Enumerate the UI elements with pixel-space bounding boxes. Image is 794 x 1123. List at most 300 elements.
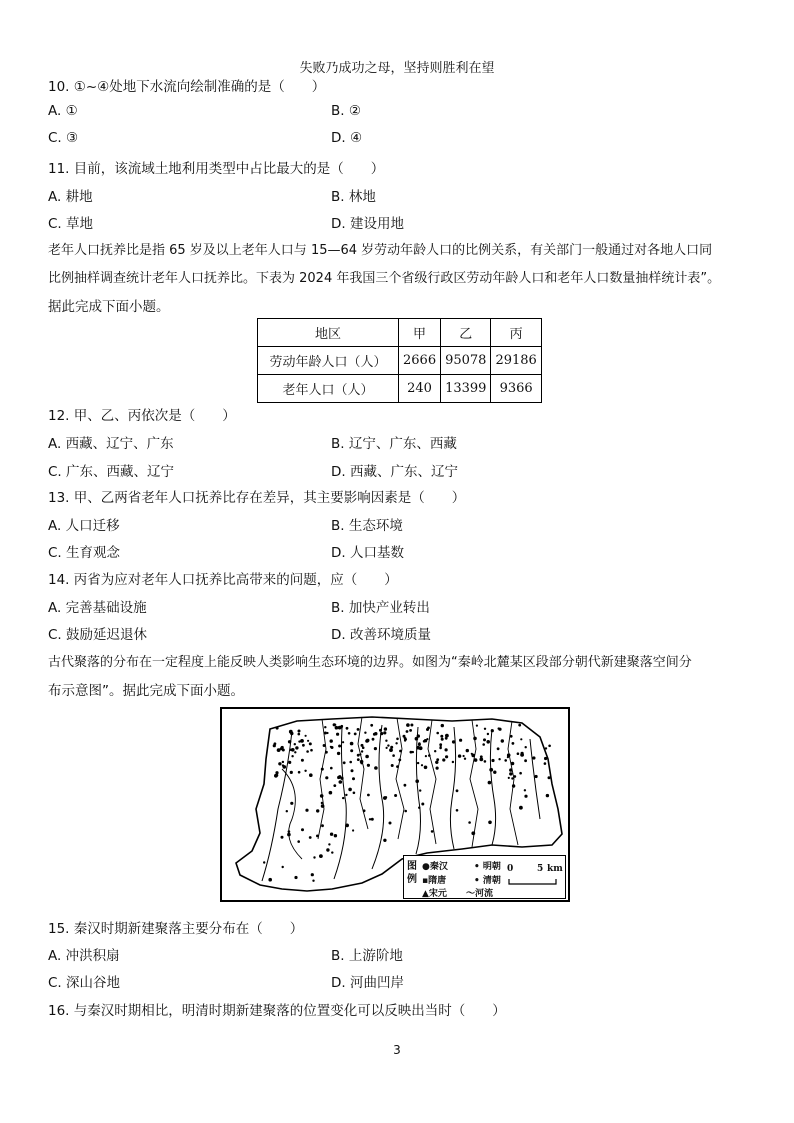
intro-paragraph-1-line-1: 老年人口抚养比是指 65 岁及以上老年人口与 15—64 岁劳动年龄人口的比例关系，有关部门一般通过对各地人口同 — [48, 243, 713, 258]
settlement-dot — [473, 737, 477, 741]
settlement-dot — [520, 738, 522, 740]
question-14-option-c: C. 鼓励延迟退休 — [48, 627, 148, 643]
settlement-dot — [512, 784, 515, 787]
settlement-dot — [324, 726, 326, 728]
settlement-dot — [510, 735, 513, 738]
settlement-dot — [339, 780, 343, 784]
settlement-dot — [333, 784, 336, 787]
settlement-dot — [348, 732, 351, 735]
settlement-dot — [524, 795, 527, 798]
settlement-dot — [325, 751, 328, 754]
settlement-dot — [436, 758, 439, 761]
settlement-dot — [428, 754, 431, 757]
settlement-dot — [345, 824, 349, 828]
settlement-dot — [325, 776, 328, 779]
settlement-dot — [385, 740, 387, 742]
settlement-dot — [373, 733, 376, 736]
settlement-dot — [334, 724, 336, 726]
settlement-dot — [374, 747, 377, 750]
settlement-dot — [281, 746, 284, 749]
settlement-dot — [524, 789, 526, 791]
settlement-dot — [427, 727, 430, 730]
settlement-dot — [508, 777, 510, 779]
question-11-option-b: B. 林地 — [331, 189, 376, 205]
settlement-dot — [290, 771, 293, 774]
table-cell: 9366 — [491, 375, 541, 403]
settlement-dot — [321, 804, 325, 808]
settlement-dot — [352, 777, 355, 780]
settlement-dot — [290, 732, 293, 735]
settlement-dot — [548, 776, 551, 779]
page-number: 3 — [393, 1043, 401, 1057]
settlement-dot — [354, 733, 357, 736]
settlement-dot — [336, 733, 339, 736]
question-14-stem: 14. 丙省为应对老年人口抚养比高带来的问题，应（ ） — [48, 572, 398, 588]
settlement-dot — [418, 743, 421, 746]
settlement-dot — [275, 771, 278, 774]
settlement-dot — [383, 839, 386, 842]
table-header-cell: 丙 — [491, 319, 541, 347]
table-cell: 2666 — [399, 347, 441, 375]
legend-songyuan — [422, 886, 447, 899]
settlement-dot — [380, 732, 383, 735]
legend-river-label: 河流 — [475, 889, 494, 899]
settlement-dot — [320, 794, 324, 798]
settlement-dot — [342, 741, 344, 743]
page-header: 失败乃成功之母，坚持则胜利在望 — [299, 61, 495, 76]
settlement-dot — [440, 746, 442, 748]
question-15-stem: 15. 秦汉时期新建聚落主要分布在（ ） — [48, 921, 304, 937]
settlement-dot — [395, 742, 397, 744]
settlement-dot — [298, 771, 301, 774]
settlement-dot — [294, 751, 296, 753]
question-15-option-c: C. 深山谷地 — [48, 975, 121, 991]
settlement-dot — [369, 818, 371, 820]
settlement-dot — [301, 828, 304, 831]
settlement-dot — [361, 750, 363, 752]
settlement-dot — [324, 732, 327, 735]
settlement-dot — [367, 794, 370, 797]
settlement-dot — [464, 758, 466, 760]
settlement-dot — [519, 772, 522, 775]
settlement-dot — [396, 738, 399, 741]
settlement-dot — [374, 766, 378, 770]
map-legend — [403, 855, 566, 899]
settlement-dot — [491, 729, 494, 732]
settlement-dot — [329, 791, 333, 795]
settlement-dot — [511, 777, 513, 779]
settlement-dot — [468, 821, 471, 824]
settlement-dot — [406, 730, 409, 733]
settlement-dot — [326, 848, 329, 851]
settlement-dot — [309, 773, 313, 777]
settlement-dot — [276, 774, 279, 777]
settlement-dot — [442, 758, 445, 761]
settlement-dot — [392, 754, 395, 757]
settlement-dot — [283, 765, 287, 769]
question-10-option-b: B. ② — [331, 103, 361, 119]
settlement-dot — [479, 758, 483, 762]
small-dot-icon: • — [474, 862, 480, 872]
settlement-dot — [298, 730, 301, 733]
settlement-dot — [524, 759, 527, 762]
settlement-dot — [511, 762, 515, 766]
question-14-option-d: D. 改善环境质量 — [331, 627, 431, 643]
settlement-dot — [489, 768, 493, 772]
scale-five: 5 — [537, 864, 544, 874]
settlement-dot — [474, 758, 478, 762]
settlement-dot — [306, 750, 309, 753]
settlement-dot — [363, 809, 366, 812]
settlement-dot — [305, 809, 308, 812]
settlement-dot — [405, 738, 407, 740]
settlement-dot — [501, 739, 504, 742]
settlement-dot — [300, 739, 304, 743]
settlement-dot — [532, 756, 535, 759]
question-12-option-b: B. 辽宁、广东、西藏 — [331, 436, 457, 452]
settlement-dot — [517, 752, 520, 755]
settlement-dot — [403, 735, 406, 738]
settlement-dot — [456, 789, 459, 792]
table-cell: 95078 — [441, 347, 491, 375]
table-header-cell: 甲 — [399, 319, 441, 347]
settlement-dot — [282, 761, 284, 763]
settlement-dot — [488, 821, 492, 825]
settlement-dot — [440, 735, 443, 738]
settlement-dot — [291, 755, 293, 757]
settlement-dot — [459, 739, 462, 742]
settlement-dot — [273, 744, 276, 747]
settlement-dot — [426, 738, 428, 740]
settlement-dot — [361, 744, 364, 747]
settlement-dot — [268, 878, 272, 882]
settlement-dot — [323, 744, 326, 747]
settlement-dot — [357, 728, 360, 731]
settlement-dot — [493, 771, 496, 774]
settlement-dot — [359, 753, 361, 755]
settlement-dot — [431, 830, 434, 833]
settlement-dot — [417, 762, 419, 764]
settlement-dot — [391, 764, 394, 767]
intro-paragraph-1-line-2: 比例抽样调查统计老年人口抚养比。下表为 2024 年我国三个省级行政区劳动年龄人口和老年人口数量抽样统计表”。 — [48, 271, 721, 286]
settlement-dot — [287, 833, 291, 837]
settlement-dot — [399, 750, 402, 753]
river-line-icon: 〜 — [466, 889, 476, 899]
table-cell: 29186 — [491, 347, 541, 375]
question-10-option-d: D. ④ — [331, 130, 363, 146]
settlement-dot — [367, 764, 370, 767]
settlement-dot — [349, 761, 352, 764]
settlement-dot — [409, 729, 412, 732]
settlement-dot — [294, 743, 296, 745]
intro-paragraph-2-line-2: 布示意图”。据此完成下面小题。 — [48, 683, 244, 699]
settlement-dot — [313, 856, 315, 858]
settlement-dot — [383, 731, 386, 734]
scale-bar — [508, 878, 558, 886]
settlement-dot — [441, 724, 444, 727]
settlement-dot — [535, 775, 538, 778]
settlement-dot — [310, 749, 313, 752]
settlement-dot — [544, 762, 547, 765]
settlement-dot — [504, 759, 507, 762]
question-12-option-d: D. 西藏、广东、辽宁 — [331, 464, 458, 480]
settlement-dot — [484, 760, 487, 763]
settlement-dot — [513, 775, 516, 778]
table-row — [258, 347, 542, 375]
settlement-dot — [351, 769, 354, 772]
settlement-dot — [309, 836, 312, 839]
settlement-dot — [290, 802, 293, 805]
settlement-dot — [370, 724, 373, 727]
question-15-option-b: B. 上游阶地 — [331, 948, 403, 964]
settlement-dot — [316, 835, 319, 838]
settlement-dot — [366, 739, 370, 743]
settlement-dot — [321, 768, 324, 771]
settlement-dot — [441, 738, 444, 741]
settlement-dot — [372, 738, 375, 741]
settlement-dot — [487, 733, 489, 735]
settlement-dot — [288, 740, 291, 743]
question-10-stem: 10. ①~④处地下水流向绘制准确的是（ ） — [48, 79, 326, 95]
settlement-dot — [486, 740, 490, 744]
settlement-dot — [337, 752, 340, 755]
settlement-dot — [290, 749, 293, 752]
settlement-dot — [525, 746, 527, 748]
question-13-option-b: B. 生态环境 — [331, 518, 403, 534]
settlement-dot — [288, 761, 291, 764]
settlement-dot — [346, 727, 349, 730]
settlement-dot — [278, 762, 281, 765]
settlement-dot — [545, 747, 547, 749]
settlement-dot — [396, 765, 399, 768]
dot-icon: ● — [422, 862, 430, 872]
question-11-option-a: A. 耕地 — [48, 189, 93, 205]
settlement-dot — [452, 740, 455, 743]
settlement-dot — [384, 727, 387, 730]
settlement-dot — [295, 746, 298, 749]
settlement-dot — [424, 766, 428, 770]
table-header-cell: 乙 — [441, 319, 491, 347]
settlement-dot — [498, 727, 500, 729]
settlement-dot — [282, 866, 284, 868]
settlement-dot — [389, 748, 393, 752]
question-13-option-c: C. 生育观念 — [48, 545, 121, 561]
settlement-dot — [294, 876, 297, 879]
settlement-dot — [497, 747, 500, 750]
settlement-dot — [321, 824, 324, 827]
legend-mingchao — [474, 859, 501, 872]
settlement-dot — [544, 757, 547, 760]
settlement-dot — [458, 754, 461, 757]
intro-paragraph-2-line-1: 古代聚落的分布在一定程度上能反映人类影响生态环境的边界。如图为“秦岭北麓某区段部分朝代新建聚落空间分 — [48, 655, 692, 670]
settlement-dot — [389, 822, 392, 825]
settlement-dot — [276, 727, 279, 730]
question-15-option-a: A. 冲洪积扇 — [48, 948, 120, 964]
settlement-dot — [421, 803, 424, 806]
settlement-dot — [425, 755, 427, 757]
table-cell: 13399 — [441, 375, 491, 403]
settlement-dot — [281, 836, 284, 839]
settlement-dot — [421, 764, 423, 766]
question-13-option-d: D. 人口基数 — [331, 545, 404, 561]
settlement-dot — [410, 724, 413, 727]
settlement-dot — [452, 761, 454, 763]
legend-qinhan — [422, 859, 448, 872]
settlement-dot — [434, 750, 436, 752]
settlement-dot — [365, 755, 369, 759]
settlement-dot — [311, 873, 314, 876]
settlement-dot — [445, 755, 448, 758]
settlement-dot — [415, 779, 419, 783]
settlement-dot — [484, 728, 486, 730]
settlement-dot — [302, 744, 305, 747]
settlement-dot — [288, 830, 291, 833]
settlement-dot — [436, 732, 439, 735]
settlement-dot — [301, 759, 304, 762]
settlement-dot — [398, 759, 401, 762]
legend-river — [466, 886, 493, 899]
settlement-dot — [331, 851, 333, 853]
table-header-row — [258, 319, 542, 347]
table-header-cell: 地区 — [258, 319, 399, 347]
table-cell: 劳动年龄人口（人） — [258, 347, 399, 375]
table-cell: 老年人口（人） — [258, 375, 399, 403]
legend-songyuan-label: 宋元 — [428, 889, 447, 899]
settlement-dot — [471, 831, 475, 835]
settlement-dot — [330, 739, 333, 742]
table-row — [258, 375, 542, 403]
settlement-dot — [297, 840, 300, 843]
settlement-dot — [312, 880, 314, 882]
settlement-dot — [404, 784, 407, 787]
settlement-dot — [410, 751, 413, 754]
settlement-dot — [263, 861, 265, 863]
question-10-option-c: C. ③ — [48, 130, 79, 146]
population-table — [257, 318, 542, 403]
settlement-dot — [394, 794, 397, 797]
bullet-icon: ▪ — [422, 876, 429, 886]
legend-suitang — [422, 873, 446, 886]
settlement-dot — [350, 742, 354, 746]
settlement-dot — [548, 745, 551, 748]
legend-title: 图例 — [407, 861, 417, 885]
question-14-option-b: B. 加快产业转出 — [331, 600, 430, 616]
settlement-dot — [476, 725, 478, 727]
small-dot-icon: • — [474, 876, 480, 886]
settlement-dot — [343, 761, 346, 764]
settlement-dot — [466, 749, 469, 752]
settlement-dot — [352, 829, 354, 831]
sub-basin-boundaries — [282, 717, 518, 859]
question-12-stem: 12. 甲、乙、丙依次是（ ） — [48, 408, 236, 424]
question-15-option-d: D. 河曲凹岸 — [331, 975, 404, 991]
triangle-icon: ▲ — [422, 889, 429, 899]
settlement-dot — [488, 781, 492, 785]
intro-paragraph-1-line-3: 据此完成下面小题。 — [48, 299, 170, 315]
question-11-option-c: C. 草地 — [48, 216, 94, 232]
settlement-dot — [328, 843, 330, 845]
settlement-dot — [445, 734, 449, 738]
settlement-dot — [436, 767, 439, 770]
legend-qinhan-label: 秦汉 — [429, 862, 448, 872]
settlement-dot — [509, 768, 512, 771]
settlement-dot — [416, 746, 420, 750]
settlement-dot — [305, 735, 307, 737]
settlement-dot — [371, 818, 374, 821]
question-16-stem: 16. 与秦汉时期相比，明清时期新建聚落的位置变化可以反映出当时（ ） — [48, 1003, 506, 1019]
settlement-dot — [316, 809, 319, 812]
settlement-dot — [345, 794, 347, 796]
settlement-map — [220, 707, 570, 902]
settlement-dot — [309, 742, 312, 745]
settlement-dot — [330, 833, 333, 836]
settlement-dot — [298, 733, 301, 736]
settlement-dot — [364, 732, 366, 734]
settlement-dot — [286, 810, 288, 812]
settlement-dot — [404, 810, 407, 813]
legend-mingchao-label: 明朝 — [482, 862, 501, 872]
settlement-dot — [546, 794, 549, 797]
question-14-option-a: A. 完善基础设施 — [48, 600, 147, 616]
settlement-dot — [338, 745, 341, 748]
settlement-dot — [519, 806, 523, 810]
settlement-dot — [385, 796, 387, 798]
settlement-dot — [321, 802, 323, 804]
settlement-dot — [512, 742, 515, 745]
settlement-dot — [471, 753, 473, 755]
settlement-dot — [357, 754, 360, 757]
scale-unit: km — [547, 864, 563, 874]
question-10-option-a: A. ① — [48, 103, 78, 119]
settlement-dot — [507, 756, 509, 758]
settlement-dot — [445, 748, 448, 751]
settlement-dot — [435, 761, 438, 764]
settlement-dot — [379, 729, 382, 732]
settlement-dot — [439, 743, 442, 746]
settlement-dot — [334, 834, 337, 837]
settlement-dot — [418, 807, 420, 809]
settlement-dot — [509, 772, 512, 775]
scale-zero: 0 — [507, 864, 514, 874]
question-12-option-c: C. 广东、西藏、辽宁 — [48, 464, 175, 480]
settlement-dot — [348, 788, 352, 792]
settlement-dot — [498, 758, 500, 760]
settlement-dot — [350, 749, 353, 752]
settlement-dot — [456, 809, 459, 812]
settlement-dot — [406, 723, 410, 727]
settlement-dot — [390, 746, 393, 749]
settlement-dot — [463, 755, 465, 757]
legend-qingchao-label: 清朝 — [482, 876, 501, 886]
settlement-dot — [357, 758, 360, 761]
settlement-dot — [483, 738, 486, 741]
settlement-dot — [386, 747, 388, 749]
settlement-dot — [353, 792, 356, 795]
table-cell: 240 — [399, 375, 441, 403]
settlement-dot — [330, 767, 333, 770]
settlement-dot — [319, 854, 323, 858]
question-11-stem: 11. 目前，该流域土地利用类型中占比最大的是（ ） — [48, 161, 385, 177]
settlement-dot — [491, 759, 494, 762]
settlement-dot — [482, 743, 485, 746]
question-11-option-d: D. 建设用地 — [331, 216, 404, 232]
settlement-dot — [419, 789, 421, 791]
settlement-dot — [520, 753, 524, 757]
settlement-dot — [360, 762, 362, 764]
settlement-dot — [307, 740, 309, 742]
settlement-dot — [304, 770, 306, 772]
settlement-dot — [417, 734, 420, 737]
